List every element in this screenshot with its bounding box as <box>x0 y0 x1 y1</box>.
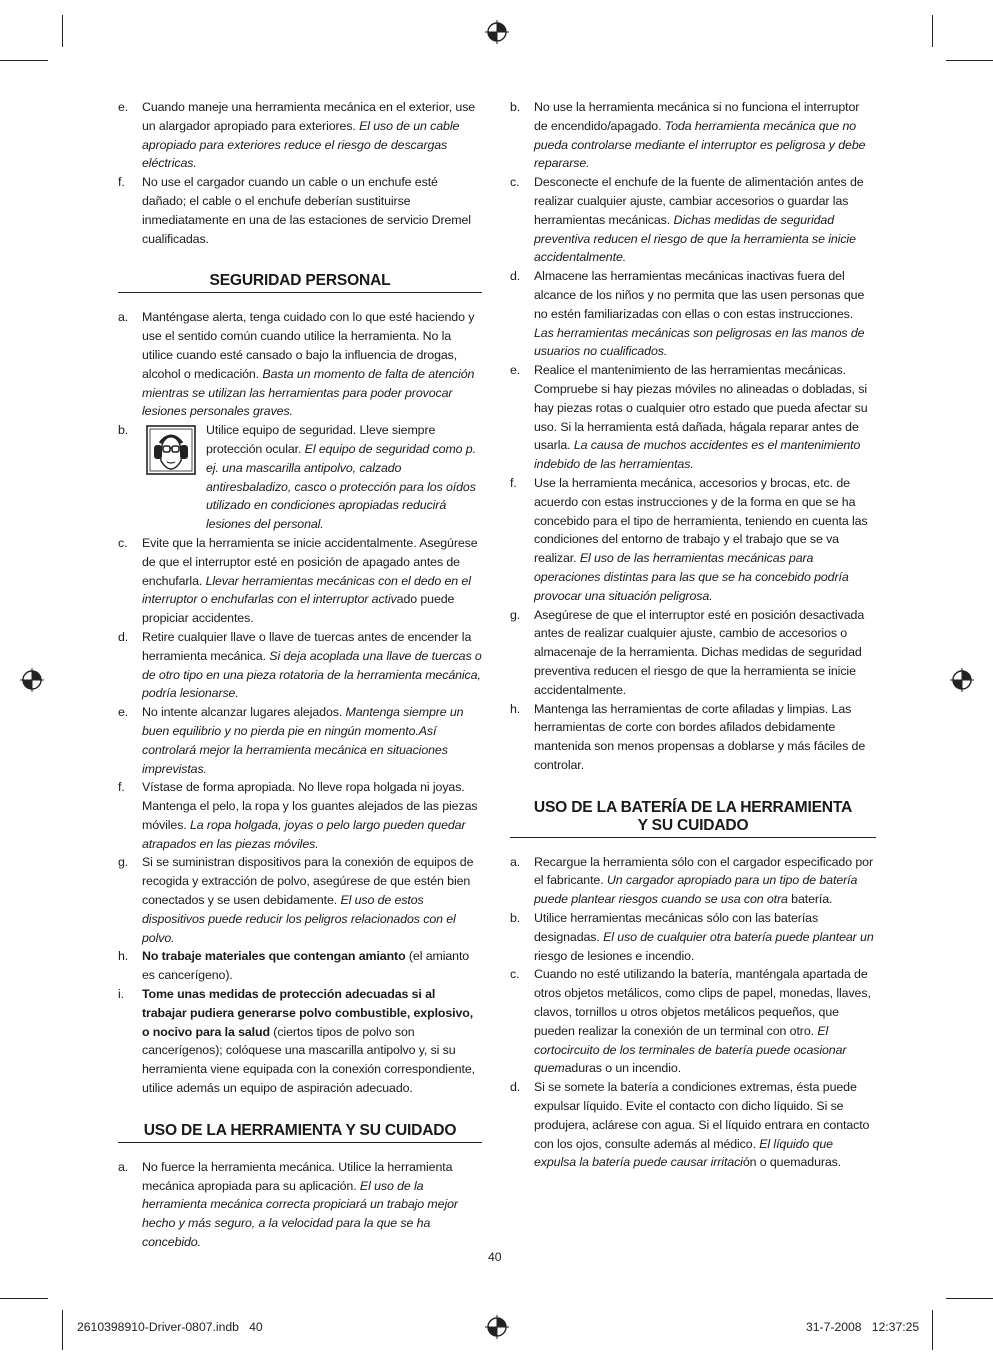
crop-mark <box>932 1310 933 1350</box>
item-label: h. <box>118 949 129 964</box>
safety-glasses-ear-protection-icon <box>146 425 196 475</box>
item-text: No use la herramienta mecánica si no funciona el interruptor de encendido/apagado. <box>534 100 860 133</box>
crop-mark <box>0 1298 48 1299</box>
item-italic-text: El uso de las herramientas mecánicas para operaciones distintas para las que se ha concebido podría provocar una situación peligrosa. <box>534 551 849 603</box>
item-italic-text: Toda herramienta mecánica que no pueda controlarse mediante el interruptor es peligrosa y debe repararse. <box>534 118 866 171</box>
item-text: (el amianto es cancerígeno). <box>142 949 470 983</box>
list-item <box>118 173 482 248</box>
item-text: Mantenga las herramientas de corte afiladas y limpias. Las herramientas de corte con bordes afilados debidamente mantenida son menos propensas a doblarse y más fáciles de controlar. <box>534 701 866 772</box>
item-text: Manténgase alerta, tenga cuidado con lo que esté haciendo y use el sentido común cuando utilice la herramienta. No la utilice cuando esté cansado o bajo la influencia de drogas, alcohol o medicación. <box>142 310 475 381</box>
item-text: No use el cargador cuando un cable o un enchufe esté dañado; el cable o el enchufe deberían sustituirse inmediatamente en una de las estaciones de servicio Dremel cualificadas. <box>142 175 471 246</box>
item-label: c. <box>118 535 128 550</box>
item-italic-text: Las herramientas mecánicas son peligrosas en las manos de usuarios no cualificados. <box>534 325 865 359</box>
item-bold-text: Tome unas medidas de protección adecuadas si al trabajar pudiera generarse polvo combustible, explosivo, o nocivo para la salud <box>142 987 474 1039</box>
crop-mark <box>62 1310 63 1350</box>
item-label: f. <box>510 475 517 490</box>
list-item <box>118 98 482 173</box>
item-italic-text: El cortocircuito de los terminales de batería puede ocasionar quem <box>534 1023 847 1076</box>
item-text: Utilice herramientas mecánicas sólo con las baterías designadas. <box>534 911 819 944</box>
item-label: c. <box>510 175 520 190</box>
item-label: e. <box>118 705 129 720</box>
registration-crosshair-icon <box>485 20 509 44</box>
list-item <box>118 534 482 628</box>
crop-mark <box>932 15 933 47</box>
registration-crosshair-icon <box>485 1315 509 1339</box>
item-label: f. <box>118 175 125 190</box>
item-label: e. <box>118 100 129 114</box>
item-text-tail: ado puede propiciar accidentes. <box>142 592 455 626</box>
item-label: b. <box>510 100 521 114</box>
list-item <box>118 985 482 1098</box>
item-text: Use la herramienta mecánica, accesorios y brocas, etc. de acuerdo con estas instrucciones y de la forma en que se ha concebido para el tipo de herramienta, teniendo en cuenta las condiciones del entorno de trabajo y el trabajo que se va realizar. <box>534 475 868 566</box>
left-column <box>118 98 482 1252</box>
item-italic-text: La causa de muchos accidentes es el mantenimiento indebido de las herramientas. <box>534 438 861 472</box>
item-italic-text: Dichas medidas de seguridad preventiva reducen el riesgo de que la herramienta se inicie accidentalmente. <box>534 212 856 265</box>
list-item <box>510 909 876 965</box>
list-item <box>118 421 482 534</box>
item-label: f. <box>118 780 125 795</box>
item-italic-text: El uso de cualquier otra batería puede plantear un <box>603 929 874 944</box>
item-italic-text: Si deja acoplada una llave de tuercas o de otro tipo en una pieza rotatoria de la herramienta mecánica, podría lesionarse. <box>142 648 482 701</box>
crop-mark <box>946 60 993 61</box>
list-item <box>118 947 482 985</box>
item-text: Almacene las herramientas mecánicas inactivas fuera del alcance de los niños y no permita que las usen personas que no estén familiarizadas con ellas o con estas instrucciones. <box>534 269 865 321</box>
item-text-tail: batería. <box>787 892 833 907</box>
item-label: d. <box>510 1080 521 1095</box>
list-item <box>510 361 876 474</box>
list-item <box>510 853 876 909</box>
item-italic-text: El uso de un cable apropiado para exteriores reduce el riesgo de descargas eléctricas. <box>142 118 460 171</box>
crop-mark <box>0 60 48 61</box>
item-text: Vístase de forma apropiada. No lleve ropa holgada ni joyas. Mantenga el pelo, la ropa y los guantes alejados de las piezas móviles. <box>142 780 478 832</box>
item-label: e. <box>510 363 521 378</box>
list-item <box>118 1158 482 1252</box>
item-text: Desconecte el enchufe de la fuente de alimentación antes de realizar cualquier ajuste, cambiar accesorios o guardar las herramientas mecánicas. <box>534 175 864 227</box>
item-text-tail: ón o quemaduras. <box>742 1155 842 1170</box>
item-label: i. <box>118 987 124 1002</box>
list-item <box>510 700 876 775</box>
item-text: Recargue la herramienta sólo con el cargador especificado por el fabricante. <box>534 854 873 888</box>
item-text: Realice el mantenimiento de las herramientas mecánicas. Compruebe si hay piezas móviles no alineadas o dobladas, si hay piezas rotas o cualquier otro estado que pueda afectar su uso. Si la herramienta está dañada, hágala reparar antes de usarla. <box>534 363 868 453</box>
list-item <box>510 965 876 1078</box>
item-bold-text: No trabaje materiales que contengan amianto <box>142 949 406 964</box>
item-text: No intente alcanzar lugares alejados. <box>142 705 346 720</box>
item-label: h. <box>510 701 521 716</box>
item-text: Utilice equipo de seguridad. Lleve siempre protección ocular. <box>206 423 436 456</box>
item-label: d. <box>510 269 521 284</box>
item-label: b. <box>510 911 521 926</box>
item-text: Asegúrese de que el interruptor esté en posición desactivada antes de realizar cualquier ajuste, cambio de accesorios o almacenaje de la herramienta. Dichas medidas de seguridad preventiva reducen el riesgo de que la herramienta se inicie accidentalmente. <box>534 607 865 697</box>
section-heading-tool-use: USO DE LA HERRAMIENTA Y SU CUIDADO <box>118 1122 482 1143</box>
list-item <box>118 703 482 778</box>
item-italic-text: El equipo de seguridad como p. ej. una mascarilla antipolvo, calzado antiresbaladizo, casco o protección para los oídos utilizado en condiciones apropiadas reducirá lesiones del personal. <box>206 441 476 532</box>
list-item <box>510 173 876 267</box>
list-item <box>118 628 482 703</box>
item-label: g. <box>118 855 129 870</box>
list-item <box>510 474 876 606</box>
crop-mark <box>62 15 63 47</box>
item-text: Retire cualquier llave o llave de tuercas antes de encender la herramienta mecánica. <box>142 629 472 663</box>
item-label: g. <box>510 607 521 622</box>
item-italic-text: El uso de estos dispositivos puede reducir los peligros relacionados con el polvo. <box>142 893 456 945</box>
registration-crosshair-icon <box>20 668 44 692</box>
item-label: a. <box>118 1159 129 1174</box>
item-text: No fuerce la herramienta mecánica. Utilice la herramienta mecánica apropiada para su aplicación. <box>142 1159 453 1193</box>
list-item <box>510 1078 876 1172</box>
list-item <box>118 308 482 421</box>
right-column <box>510 98 876 1172</box>
list-item <box>510 606 876 700</box>
item-label: b. <box>118 423 129 438</box>
item-italic-text: El líquido que expulsa la batería puede causar irritaci <box>534 1136 833 1170</box>
item-label: a. <box>118 310 129 325</box>
item-text: Si se suministran dispositivos para la conexión de equipos de recogida y extracción de polvo, asegúrese de que estén bien conectados y se usen debidamente. <box>142 855 474 908</box>
item-text: Cuando maneje una herramienta mecánica en el exterior, use un alargador apropiado para exteriores. <box>142 100 476 133</box>
item-text: Cuando no esté utilizando la batería, manténgala apartada de otros objetos metálicos, como clips de papel, monedas, llaves, clavos, tornillos u otros objetos metálicos pequeños, que pueden realizar la conexión de un terminal con otro. <box>534 967 871 1038</box>
list-item <box>118 853 482 947</box>
item-italic-text: El uso de la herramienta mecánica correcta propiciará un trabajo mejor hecho y más seguro, a la velocidad para la que se ha concebido. <box>142 1178 458 1250</box>
item-text: Si se somete la batería a condiciones extremas, ésta puede expulsar líquido. Evite el contacto con dicho líquido. Si se produjera, aclárese con agua. Si el líquido entrara en contacto con los ojos, consulte además al médico. <box>534 1080 870 1151</box>
section-heading-personal-safety: SEGURIDAD PERSONAL <box>118 272 482 293</box>
item-italic-text: La ropa holgada, joyas o pelo largo pueden quedar atrapados en las piezas móviles. <box>142 817 466 851</box>
section-heading-battery: USO DE LA BATERÍA DE LA HERRAMIENTA Y SU CUIDADO <box>510 799 876 838</box>
footer-timestamp: 31-7-2008 12:37:25 <box>806 1320 920 1334</box>
item-label: c. <box>510 967 520 982</box>
crop-mark <box>946 1298 993 1299</box>
item-text-tail: aduras o un incendio. <box>564 1061 681 1076</box>
list-item <box>118 778 482 853</box>
footer-file-info: 2610398910-Driver-0807.indb 40 <box>77 1320 263 1334</box>
registration-crosshair-icon <box>950 668 974 692</box>
page-number: 40 <box>488 1250 502 1264</box>
item-italic-text: Basta un momento de falta de atención mientras se utilizan las herramientas para poder provocar lesiones personales graves. <box>142 366 475 419</box>
list-item <box>510 98 876 173</box>
list-item <box>510 267 876 361</box>
item-text: (ciertos tipos de polvo son cancerígenos); colóquese una mascarilla antipolvo y, si su herramienta viene equipada con la conexión correspondiente, utilice además un equipo de aspiración adecuado. <box>142 1024 476 1096</box>
item-italic-text: Un cargador apropiado para un tipo de batería puede plantear riesgos cuando se usa con otra <box>534 873 858 907</box>
item-italic-text: Llevar herramientas mecánicas con el dedo en el interruptor o enchufarlas con el interruptor activ <box>142 573 471 607</box>
item-label: d. <box>118 629 129 644</box>
item-text-tail: riesgo de lesiones e incendio. <box>534 948 695 963</box>
item-label: a. <box>510 854 521 869</box>
item-text: Evite que la herramienta se inicie accidentalmente. Asegúrese de que el interruptor esté en posición de apagado antes de enchufarla. <box>142 535 478 588</box>
item-italic-text: Mantenga siempre un buen equilibrio y no pierda pie en ningún momento.Así controlará mejor la herramienta mecánica en situaciones imprevistas. <box>142 705 464 776</box>
